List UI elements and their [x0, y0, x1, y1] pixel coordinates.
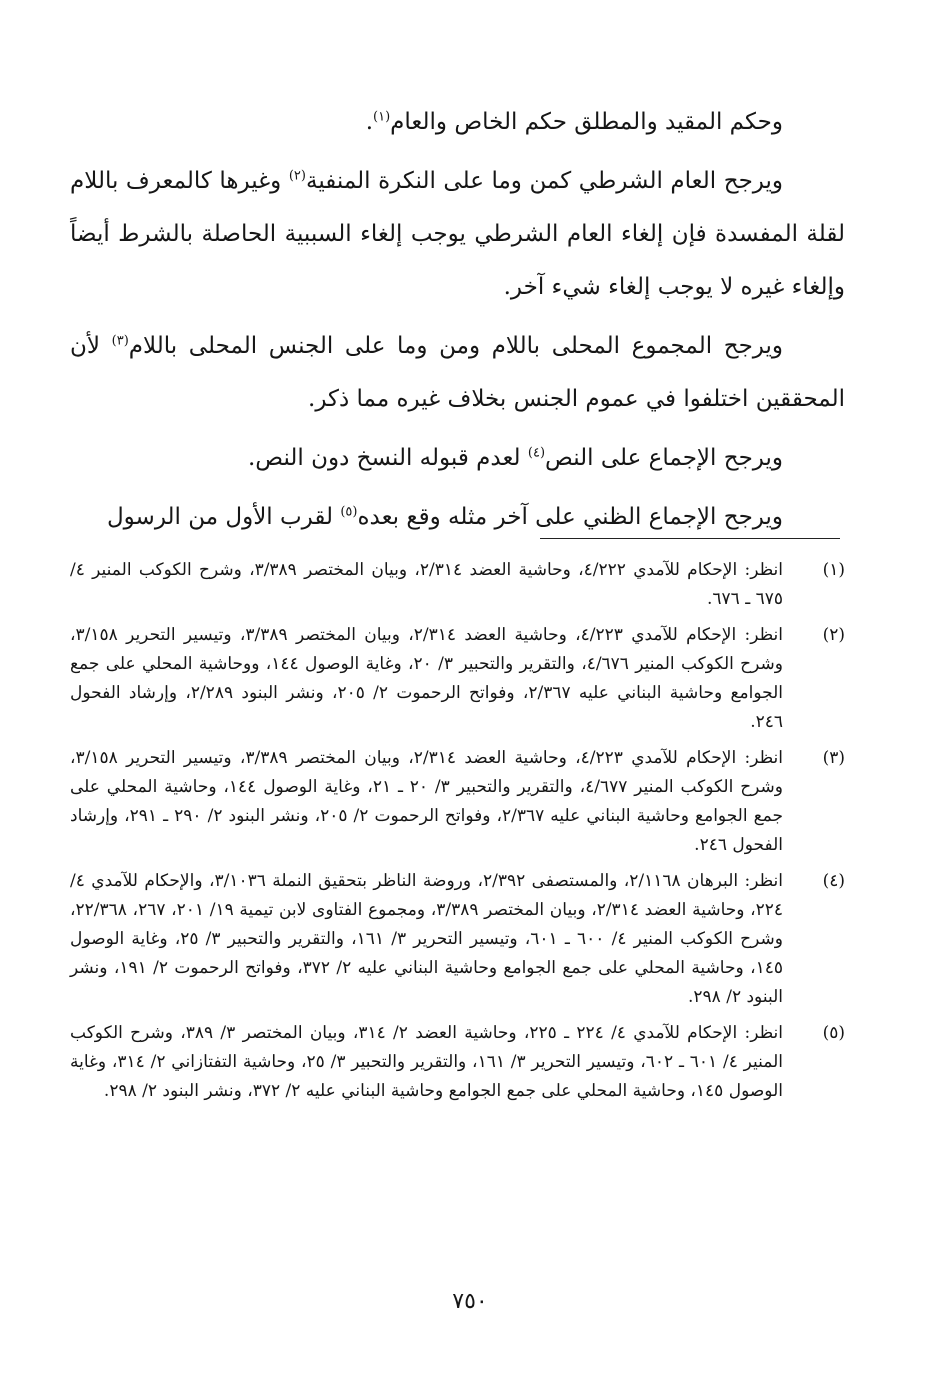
footnote-text: انظر: الإحكام للآمدي ٤/٢٢٣، وحاشية العضد ٢/٣١٤، وبيان المختصر ٣/٣٨٩، وتيسير التحرير ٣/١٥٨، وشرح الكوكب المنير ٤/٦٧٧، والتقرير والتحبير ٣/ ٢٠ ـ ٢١، وغاية الوصول ١٤٤، وحاشية المحلي على جمع الجوامع وحاشية البناني عليه ٢/٣٦٧، وفواتح الرحموت ٢/ ٢٠٥، ونشر البنود ٢/ ٢٩٠ ـ ٢٩١، وإرشاد الفحول ٢٤٦.: [70, 748, 784, 855]
footnote-text: انظر: البرهان ٢/١١٦٨، والمستصفى ٢/٣٩٢، وروضة الناظر بتحقيق النملة ٣/١٠٣٦، والإحكام للآمدي ٤/ ٢٢٤، وحاشية العضد ٢/٣١٤، وبيان المختصر ٣/٣٨٩، ومجموع الفتاوى لابن تيمية ١٩/ ٢٠١، ٢٦٧، ٢٢/٣٦٨، وشرح الكوكب المنير ٤/ ٦٠٠ ـ ٦٠١، وتيسير التحرير ٣/ ١٦١، والتقرير والتحبير ٣/ ٢٥، وغاية الوصول ١٤٥، وحاشية المحلي على جمع الجوامع وحاشية البناني عليه ٢/ ٣٧٢، وفواتح الرحموت ٢/ ١٩١، ونشر البنود ٢/ ٢٩٨.: [70, 871, 784, 1007]
footnote-ref: (٢): [288, 168, 306, 184]
paragraph-text: ويرجح الإجماع على النص: [545, 445, 783, 471]
paragraph-5: [70, 491, 845, 544]
paragraph-1: [70, 96, 845, 149]
footnote-ref: (٤): [527, 445, 546, 461]
footnote: [70, 744, 845, 860]
paragraph-2: [70, 155, 845, 314]
paragraph-text: ويرجح العام الشرطي كمن وما على النكرة المنفية: [305, 168, 783, 194]
footnote-text: انظر: الإحكام للآمدي ٤/٢٢٣، وحاشية العضد ٢/٣١٤، وبيان المختصر ٣/٣٨٩، وتيسير التحرير ٣/١٥٨، وشرح الكوكب المنير ٤/٦٧٦، والتقرير والتحبير ٣/ ٢٠، وغاية الوصول ١٤٤، ووحاشية المحلي على جمع الجوامع وحاشية البناني عليه ٢/٣٦٧، وفواتح الرحموت ٢/ ٢٠٥، ونشر البنود ٢/٢٨٩، وإرشاد الفحول ٢٤٦.: [70, 625, 783, 732]
footnote-ref: (١): [373, 109, 391, 125]
footnote-number: (١): [822, 560, 845, 580]
main-text: [70, 96, 845, 544]
footnote-ref: (٥): [340, 504, 358, 520]
paragraph-3: [70, 320, 845, 426]
footnote-number: (٣): [822, 748, 845, 768]
paragraph-text: ويرجح الإجماع الظني على آخر مثله وقع بعده: [357, 504, 783, 530]
footnote-text: انظر: الإحكام للآمدي ٤/٢٢٢، وحاشية العضد ٢/٣١٤، وبيان المختصر ٣/٣٨٩، وشرح الكوكب المنير ٤/ ٦٧٥ ـ ٦٧٦.: [70, 560, 783, 609]
paragraph-text: لعدم قبوله النسخ دون النص.: [247, 445, 528, 471]
footnote-number: (٢): [822, 625, 845, 645]
paragraph-text: وحكم المقيد والمطلق حكم الخاص والعام: [390, 109, 783, 135]
footnote-ref: (٣): [111, 333, 129, 349]
paragraph-text: وغيرها كالمعرف باللام لقلة المفسدة فإن إلغاء العام الشرطي يوجب إلغاء السببية الحاصلة بالشرط أيضاً وإلغاء غيره لا يوجب إلغاء شيء آخر.: [70, 168, 845, 300]
paragraph-text: .: [365, 109, 374, 135]
footnotes: [70, 556, 845, 1113]
paragraph-4: [70, 432, 845, 485]
footnote: [70, 621, 845, 737]
paragraph-text: لأن المحققين اختلفوا في عموم الجنس بخلاف غيره مما ذكر.: [70, 333, 845, 412]
footnote: [70, 1019, 845, 1106]
footnote: [70, 867, 845, 1012]
paragraph-text: لقرب الأول من الرسول: [106, 504, 341, 530]
paragraph-text: ويرجح المجموع المحلى باللام ومن وما على الجنس المحلى باللام: [128, 333, 783, 359]
footnote-divider: [540, 538, 840, 539]
footnote-number: (٤): [822, 871, 845, 891]
footnote-text: انظر: الإحكام للآمدي ٤/ ٢٢٤ ـ ٢٢٥، وحاشية العضد ٢/ ٣١٤، وبيان المختصر ٣/ ٣٨٩، وشرح الكوكب المنير ٤/ ٦٠١ ـ ٦٠٢، وتيسير التحرير ٣/ ١٦١، والتقرير والتحبير ٣/ ٢٥، وحاشية التفتازاني ٢/ ٣١٤، وغاية الوصول ١٤٥، وحاشية المحلي على جمع الجوامع وحاشية البناني عليه ٢/ ٣٧٢، ونشر البنود ٢/ ٢٩٨.: [70, 1023, 783, 1101]
page-number: ٧٥٠: [452, 1289, 488, 1314]
footnote: [70, 556, 845, 614]
footnote-number: (٥): [822, 1023, 845, 1043]
